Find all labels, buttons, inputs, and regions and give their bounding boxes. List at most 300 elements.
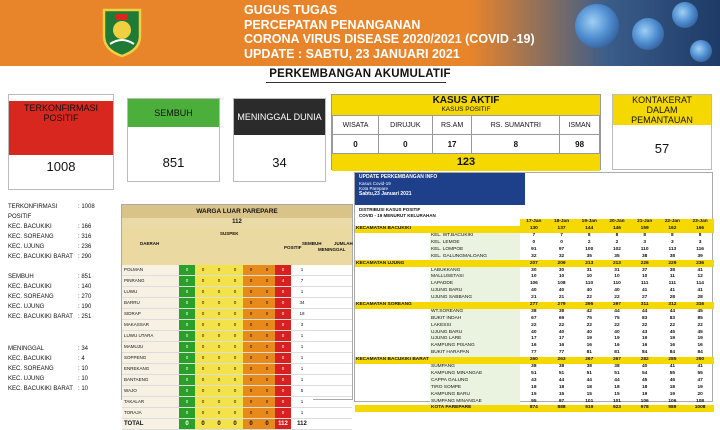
sheet-row [122,386,352,397]
sheet-row [122,397,352,408]
kelurahan-name: CAPPA GALUNG [430,377,520,384]
case-count: 316 [686,302,714,309]
case-count: 15 [531,391,537,397]
case-count: 44 [614,308,620,314]
sheet-hdr-positif: POSITIF [284,245,302,250]
died-card [233,98,326,182]
case-count: 22 [586,322,592,328]
ka-col: DIRUJUK [378,116,432,135]
kelurahan-row [355,281,714,288]
sheet-row [122,342,352,353]
sheet-cell: 0 [179,265,195,275]
virus-icon [575,4,619,48]
list-value: : 10 [78,376,89,382]
sheet-cell: 0 [227,408,243,418]
kelurahan-header-row [355,219,714,226]
case-count: 229 [659,260,687,267]
kelurahan-row [355,336,714,343]
sheet-cell: 112 [275,419,291,429]
case-count: 236 [686,260,714,267]
date-header: 23-Jan [686,219,714,226]
sheet-cell: 0 [227,320,243,330]
case-count: 17 [558,336,565,342]
case-count: 19 [697,384,703,390]
info-sub1: Kasus Covid-19 [359,180,391,186]
case-count: 41 [697,288,703,294]
case-count: 84 [669,350,676,356]
kecamatan-name [355,329,430,336]
case-count: 31 [614,267,620,273]
case-count: 42 [586,308,592,314]
virus-icon [690,40,712,62]
sheet-cell: 0 [259,298,275,308]
case-count: 77 [531,350,537,356]
recovered-label: SEMBUH [128,99,219,127]
sheet-cell: 0 [259,386,275,396]
info-sub2: Kota Parepare [359,186,389,191]
case-count: 22 [669,322,676,328]
list-value: : 851 [78,274,92,280]
sheet-row [122,375,352,386]
case-count: 10 [531,274,537,280]
confirmed-breakdown [8,202,108,262]
kelurahan-name: UJUNG LARE [430,336,520,343]
kelurahan-row [355,377,714,384]
sheet-region-name: SIDRAP [122,309,179,319]
case-count: 81 [614,350,620,356]
sheet-region-name: MAMUJU [122,342,179,352]
case-count: 83 [641,315,648,321]
case-count: 41 [697,364,703,370]
list-value: : 10 [78,386,89,392]
sheet-jumlah-cell: 18 [291,309,313,319]
confirmed-label: TERKONFIRMASI POSITIF [9,101,113,125]
sheet-cell: 0 [195,265,211,275]
case-count: 111 [668,281,677,287]
case-count: 21 [558,295,565,301]
kelurahan-name: UJUNG SABBANG [430,295,520,302]
kecamatan-name [355,267,430,274]
sheet-cell: 0 [211,276,227,286]
case-count: 77 [558,350,565,356]
case-count: 8 [643,233,646,239]
kecamatan-name [355,384,430,391]
case-count: 43 [641,329,648,335]
sheet-cell: 0 [275,320,291,330]
case-count: 110 [613,281,621,287]
case-count: 22 [614,322,620,328]
sheet-cell: 0 [179,397,195,407]
active-cases-title: KASUS AKTIF [432,95,500,106]
ka-col: RS. SUMANTRI [472,116,560,135]
case-count: 27 [641,295,648,301]
list-label: MENINGGAL [8,346,45,352]
kecamatan-name [355,315,430,322]
case-count: 45 [641,377,648,383]
case-count: 113 [668,246,677,252]
ka-val: 17 [432,135,472,154]
case-count: 114 [696,281,704,287]
case-count: 285 [659,357,687,364]
kelurahan-name: LABUKKANG [430,267,520,274]
sheet-hdr-sembuh: SEMBUH [302,241,322,246]
sheet-cell: 0 [211,419,227,429]
case-count: 38 [641,253,648,259]
case-count: 267 [575,357,603,364]
sheet-cell: 0 [275,386,291,396]
list-label: TERKONFIRMASI POSITIF [8,204,58,220]
kelurahan-name: KAMPUNG BARU [430,391,520,398]
case-count: 47 [697,377,703,383]
kecamatan-name [355,253,430,260]
sheet-jumlah-cell: 1 [291,342,313,352]
list-label: KEC. BACUKIKI [8,356,52,362]
case-count: 260 [520,357,548,364]
case-count: 40 [614,329,620,335]
confirmed-bar [9,125,113,155]
sheet-cell: 0 [243,375,259,385]
kelurahan-row [355,384,714,391]
sheet-cell: 4 [275,276,291,286]
case-count: 38 [531,364,537,370]
case-count: 16 [641,343,648,349]
kecamatan-name [355,288,430,295]
case-count: 19 [697,336,703,342]
case-count: 16 [531,343,537,349]
sheet-jumlah-cell: 5 [291,386,313,396]
sheet-rows [122,265,352,430]
sheet-cell: 0 [227,375,243,385]
outside-residents-sheet [121,204,353,427]
case-count: 19 [641,336,648,342]
case-count: 19 [614,336,620,342]
case-count: 55 [669,370,676,376]
case-count: 108 [557,281,566,287]
sheet-cell: 0 [275,375,291,385]
contact-value: 57 [654,141,670,156]
virus-icon [632,18,664,50]
case-count: 146 [603,226,631,233]
sheet-cell: 0 [211,364,227,374]
kecamatan-name [355,377,430,384]
case-count: 44 [558,377,565,383]
sheet-cell: 0 [243,276,259,286]
kelurahan-row [355,233,714,240]
sheet-cell: 0 [259,364,275,374]
sheet-jumlah-cell: 112 [291,419,313,429]
sheet-region-name: MAKASSAR [122,320,179,330]
kelurahan-row [355,295,714,302]
sheet-cell: 0 [195,331,211,341]
kelurahan-row [355,350,714,357]
sheet-row [122,276,352,287]
sheet-cell: 0 [211,265,227,275]
ka-col: ISMAN [560,116,600,135]
sheet-cell: 0 [227,342,243,352]
case-count: 7 [532,233,536,239]
sheet-cell: 0 [275,331,291,341]
date-header: 22-Jan [659,219,687,226]
sheet-cell: 0 [259,342,275,352]
sheet-cell: 0 [243,320,259,330]
active-cases-total: 123 [332,154,600,171]
case-count: 106 [529,281,538,287]
sheet-jumlah-cell: 1 [291,331,313,341]
sheet-cell: 0 [243,287,259,297]
sheet-cell: 0 [227,397,243,407]
update-info-box [355,173,525,205]
case-count: 37 [641,267,648,273]
kelurahan-row [355,274,714,281]
case-count: 15 [586,391,592,397]
sheet-jumlah-cell: 1 [291,375,313,385]
sheet-cell: 0 [211,342,227,352]
kelurahan-name: KAMPUNG PISANG [430,343,520,350]
sheet-row [122,408,352,419]
case-count: 8 [587,233,591,239]
city-emblem-icon [100,6,144,58]
case-count: 32 [558,253,565,259]
died-value: 34 [272,155,287,170]
case-count: 978 [631,405,659,412]
case-count: 30 [558,267,565,273]
list-label: KEC. UJUNG [8,304,45,310]
case-count: 312 [659,302,687,309]
sheet-cell: 0 [211,353,227,363]
case-count: 159 [631,226,659,233]
case-count: 45 [669,329,676,335]
sheet-region-name: WAJO [122,386,179,396]
sheet-cell: 0 [227,364,243,374]
list-label: KEC. BACUKIKI [8,284,52,290]
case-count: 16 [586,343,592,349]
kelurahan-row [355,364,714,371]
case-count: 18 [669,384,676,390]
recovered-value: 851 [162,155,185,170]
sheet-jumlah-cell: 3 [291,320,313,330]
sheet-cell: 0 [259,276,275,286]
case-count: 41 [697,267,703,273]
case-count: 8 [615,233,619,239]
case-count: 97 [558,246,565,252]
sheet-cell: 0 [243,265,259,275]
kecamatan-name [355,343,430,350]
sheet-row [122,364,352,375]
case-count: 263 [548,357,576,364]
case-count: 989 [659,405,687,412]
sheet-region-name: PINRANG [122,276,179,286]
case-count: 75 [586,315,592,321]
case-count: 22 [614,295,620,301]
header-line-1: GUGUS TUGAS [244,3,338,17]
kelurahan-row [355,371,714,378]
kecamatan-name: KECAMATAN BACUKIKI BARAT [356,357,429,363]
sheet-hdr-suspek: SUSPEK [220,231,239,236]
kecamatan-name [355,281,430,288]
case-count: 15 [614,391,620,397]
sheet-cell: 0 [179,353,195,363]
sheet-cell: 0 [179,364,195,374]
date-header: 19-Jan [575,219,603,226]
kelurahan-name [430,302,520,309]
sheet-cell: 0 [179,419,195,429]
sheet-cell: 0 [211,397,227,407]
sheet-cell: 0 [275,265,291,275]
case-count: 40 [531,288,537,294]
sheet-subtitle: 112 [122,218,352,227]
ka-col: RS.AM [432,116,472,135]
case-count: 226 [631,260,659,267]
case-count: 16 [558,343,565,349]
case-count: 44 [669,308,676,314]
ka-val: 98 [560,135,600,154]
kelurahan-row [355,391,714,398]
sheet-title: WARGA LUAR PAREPARE [122,205,352,218]
kelurahan-name: UJUNG BARU [430,288,520,295]
case-count: 10 [614,274,620,280]
case-count: 144 [575,226,603,233]
kelurahan-name: LAPADDE [430,281,520,288]
case-count: 38 [669,253,676,259]
blank-header-cell [355,219,430,226]
list-value: : 140 [78,284,92,290]
list-value: : 34 [78,346,89,352]
sheet-cell: 0 [259,353,275,363]
case-count: 38 [669,267,676,273]
sheet-cell: 0 [211,408,227,418]
case-count: 18 [586,384,592,390]
kelurahan-name [430,357,520,364]
case-count: 54 [641,370,648,376]
kelurahan-row [355,302,714,309]
kelurahan-row [355,247,714,254]
sheet-region-name: BANTAENG [122,375,179,385]
case-count: 15 [558,391,565,397]
active-cases-header [332,95,600,115]
case-count: 106 [640,398,649,404]
ka-col: WISATA [333,116,379,135]
page-subtitle: PERKEMBANGAN AKUMULATIF [269,68,451,80]
sheet-cell: 0 [259,265,275,275]
sheet-jumlah-cell: 1 [291,353,313,363]
case-count: 282 [631,357,659,364]
case-count: 10 [558,274,565,280]
list-value: : 4 [78,356,85,362]
header-title-block [244,3,535,61]
case-count: 38 [614,364,620,370]
case-count: 207 [520,260,548,267]
sheet-total-row [122,419,352,430]
case-count: 0 [532,240,536,246]
sheet-cell: 0 [195,397,211,407]
kecamatan-name [355,398,430,405]
sheet-cell: 0 [195,320,211,330]
case-count: 16 [614,343,620,349]
case-count: 28 [669,295,676,301]
case-count: 3 [643,240,646,246]
case-count: 38 [558,364,565,370]
case-count: 116 [696,246,704,252]
sheet-region-name: TOTAL [122,419,179,429]
kelurahan-name [430,226,520,233]
sheet-cell: 0 [195,276,211,286]
sheet-cell: 0 [211,331,227,341]
kelurahan-name: MALLUSETASI [430,274,520,281]
kecamatan-name: KECAMATAN SOREANG [355,302,430,309]
list-label: KEC. UJUNG [8,376,45,382]
case-count: 22 [558,322,565,328]
sheet-cell: 0 [243,397,259,407]
case-count: 3 [698,240,702,246]
sheet-region-name: ENREKANG [122,364,179,374]
sheet-cell: 0 [227,419,243,429]
kelurahan-row [355,322,714,329]
kelurahan-name: UJUNG BARU [430,329,520,336]
case-count: 162 [659,226,687,233]
case-count: 40 [586,288,592,294]
blank-header-cell [430,219,520,226]
virus-icon [672,2,698,28]
list-label: KEC. SOREANG [8,366,54,372]
sheet-cell: 0 [179,331,195,341]
kecamatan-name [355,405,430,412]
active-cases-table [332,115,600,154]
recovered-breakdown [8,272,108,322]
contact-label: KONTAKERAT DALAM PEMANTAUAN [613,95,711,125]
case-count: 102 [612,246,621,252]
kelurahan-name: SUMPANG [430,364,520,371]
case-count: 22 [531,322,537,328]
case-count: 46 [669,377,676,383]
date-header: 20-Jan [603,219,631,226]
header-line-3: CORONA VIRUS DISEASE 2020/2021 (COVID -19) [244,32,535,46]
sheet-cell: 0 [179,276,195,286]
kecamatan-name [355,364,430,371]
sheet-jumlah-cell: 7 [291,276,313,286]
sheet-cell: 0 [195,287,211,297]
list-label: KEC. BACUKIKI [8,224,52,230]
case-count: 51 [614,370,620,376]
kelurahan-name: KOTA PAREPARE [430,405,520,412]
sheet-cell: 0 [179,408,195,418]
case-count: 20 [697,391,703,397]
kecamatan-name: KECAMATAN UJUNG [355,260,430,267]
sheet-cell: 0 [179,342,195,352]
sheet-jumlah-cell: 1 [291,397,313,407]
sheet-cell: 0 [243,309,259,319]
sheet-region-name: SOPPENG [122,353,179,363]
list-value: : 316 [78,234,92,240]
case-count: 166 [686,226,714,233]
sheet-cell: 0 [259,419,275,429]
list-label: KEC. BACUKIKI BARAT [8,314,73,320]
sheet-header [122,227,352,265]
sheet-cell: 0 [259,320,275,330]
kecamatan-name [355,322,430,329]
case-count: 19 [641,391,648,397]
sheet-cell: 0 [195,408,211,418]
list-value: : 236 [78,244,92,250]
sheet-cell: 0 [275,298,291,308]
case-count: 22 [586,295,592,301]
sheet-row [122,331,352,342]
sheet-cell: 0 [211,287,227,297]
sheet-cell: 0 [243,419,259,429]
case-count: 95 [531,398,537,404]
kelurahan-row [355,253,714,260]
case-count: 39 [697,253,703,259]
kelurahan-name: KEL. LOMPOE [430,247,520,254]
